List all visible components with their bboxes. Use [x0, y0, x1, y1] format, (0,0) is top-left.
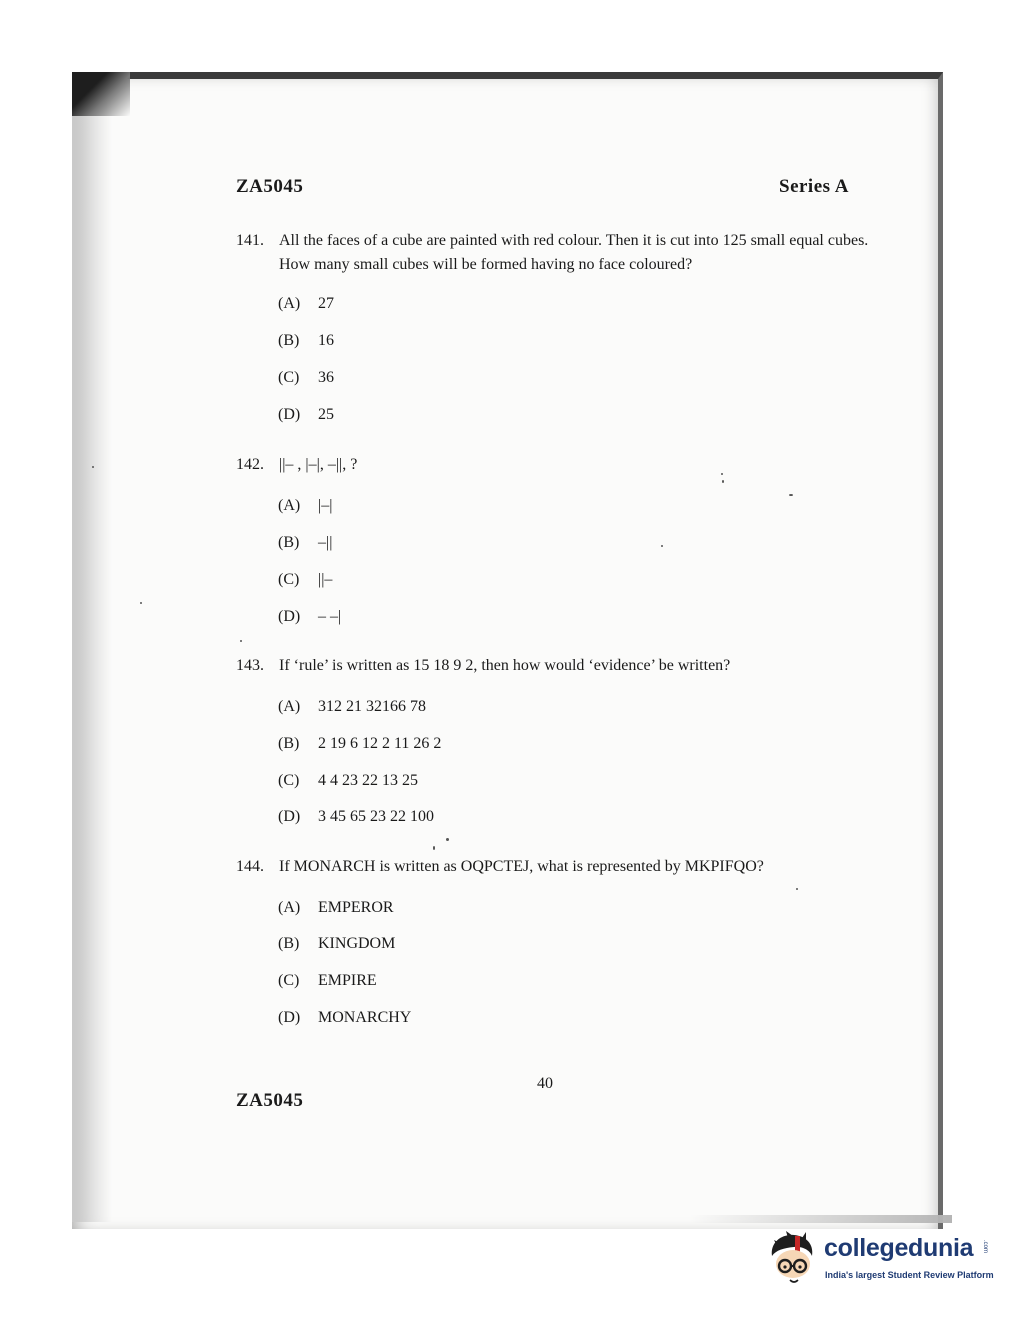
question-text: If ‘rule’ is written as 15 18 9 2, then how would ‘evidence’ be written? [279, 657, 731, 674]
scan-speck [796, 888, 798, 890]
option-label: (D) [278, 1009, 301, 1026]
option-value: 25 [318, 406, 334, 423]
option-value: 16 [318, 332, 334, 349]
option-value: –|| [318, 534, 333, 551]
scan-shadow [72, 86, 112, 1222]
option-label: (A) [278, 899, 301, 916]
option-label: (B) [278, 735, 300, 752]
scan-speck [661, 545, 663, 547]
question-number: 141. [236, 232, 264, 249]
option-label: (C) [278, 571, 300, 588]
scan-speck [722, 480, 724, 483]
scan-speck [240, 640, 242, 642]
mascot-icon [766, 1230, 822, 1290]
question-text: All the faces of a cube are painted with red colour. Then it is cut into 125 small equal cubes. How many small cubes will be formed having no face coloured? [279, 232, 869, 273]
option-141-b [278, 330, 334, 352]
scan-speck [433, 846, 435, 850]
option-value: EMPEROR [318, 899, 394, 916]
question-number: 142. [236, 456, 264, 473]
option-value: 2 19 6 12 2 11 26 2 [318, 735, 442, 752]
option-label: (B) [278, 534, 300, 551]
option-144-b [278, 933, 395, 955]
option-value: KINGDOM [318, 935, 396, 952]
option-label: (D) [278, 808, 301, 825]
option-value: MONARCHY [318, 1009, 412, 1026]
option-value: ||– [318, 571, 333, 588]
page-corner-fold [72, 72, 130, 116]
option-144-c [278, 970, 377, 992]
question-143 [236, 654, 876, 678]
logo-tagline: India's largest Student Review Platform [825, 1270, 994, 1280]
option-label: (D) [278, 406, 301, 423]
option-143-d [278, 806, 434, 828]
scan-speck [140, 602, 142, 604]
option-143-c [278, 770, 418, 792]
scan-speck [92, 466, 94, 468]
scan-speck [721, 473, 723, 475]
scan-bottom-edge [690, 1215, 952, 1223]
option-label: (A) [278, 295, 301, 312]
option-value: |–| [318, 497, 333, 514]
question-number: 143. [236, 657, 264, 674]
series-label: Series A [779, 176, 849, 197]
logo-domain-suffix: .com [982, 1240, 988, 1254]
logo-wordmark: collegedunia [824, 1234, 974, 1262]
option-142-c [278, 569, 332, 591]
option-value: EMPIRE [318, 972, 377, 989]
option-142-d [278, 606, 341, 628]
question-text: ||– , |–|, –||, ? [279, 456, 358, 473]
option-142-b [278, 532, 332, 554]
option-143-b [278, 733, 441, 755]
option-label: (D) [278, 608, 301, 625]
collegedunia-logo [766, 1230, 992, 1292]
question-text: If MONARCH is written as OQPCTEJ, what is represented by MKPIFQO? [279, 858, 764, 875]
option-label: (A) [278, 698, 301, 715]
scan-speck [446, 838, 449, 841]
option-141-c [278, 367, 334, 389]
option-label: (C) [278, 972, 300, 989]
option-143-a [278, 696, 426, 718]
option-value: 36 [318, 369, 334, 386]
question-142 [236, 453, 876, 477]
option-value: 4 4 23 22 13 25 [318, 772, 418, 789]
footer-paper-code: ZA5045 [236, 1090, 304, 1111]
option-141-d [278, 404, 334, 426]
paper-code: ZA5045 [236, 176, 304, 197]
question-144 [236, 855, 876, 879]
option-144-a [278, 897, 394, 919]
option-144-d [278, 1007, 411, 1029]
option-142-a [278, 495, 332, 517]
option-value: – –| [318, 608, 342, 625]
option-label: (B) [278, 332, 300, 349]
scan-speck [789, 494, 793, 496]
option-141-a [278, 293, 334, 315]
option-label: (B) [278, 935, 300, 952]
option-value: 312 21 32166 78 [318, 698, 426, 715]
question-141 [236, 229, 876, 277]
page-number: 40 [537, 1075, 553, 1092]
option-label: (C) [278, 772, 300, 789]
option-value: 3 45 65 23 22 100 [318, 808, 434, 825]
option-label: (A) [278, 497, 301, 514]
option-label: (C) [278, 369, 300, 386]
question-number: 144. [236, 858, 264, 875]
option-value: 27 [318, 295, 334, 312]
